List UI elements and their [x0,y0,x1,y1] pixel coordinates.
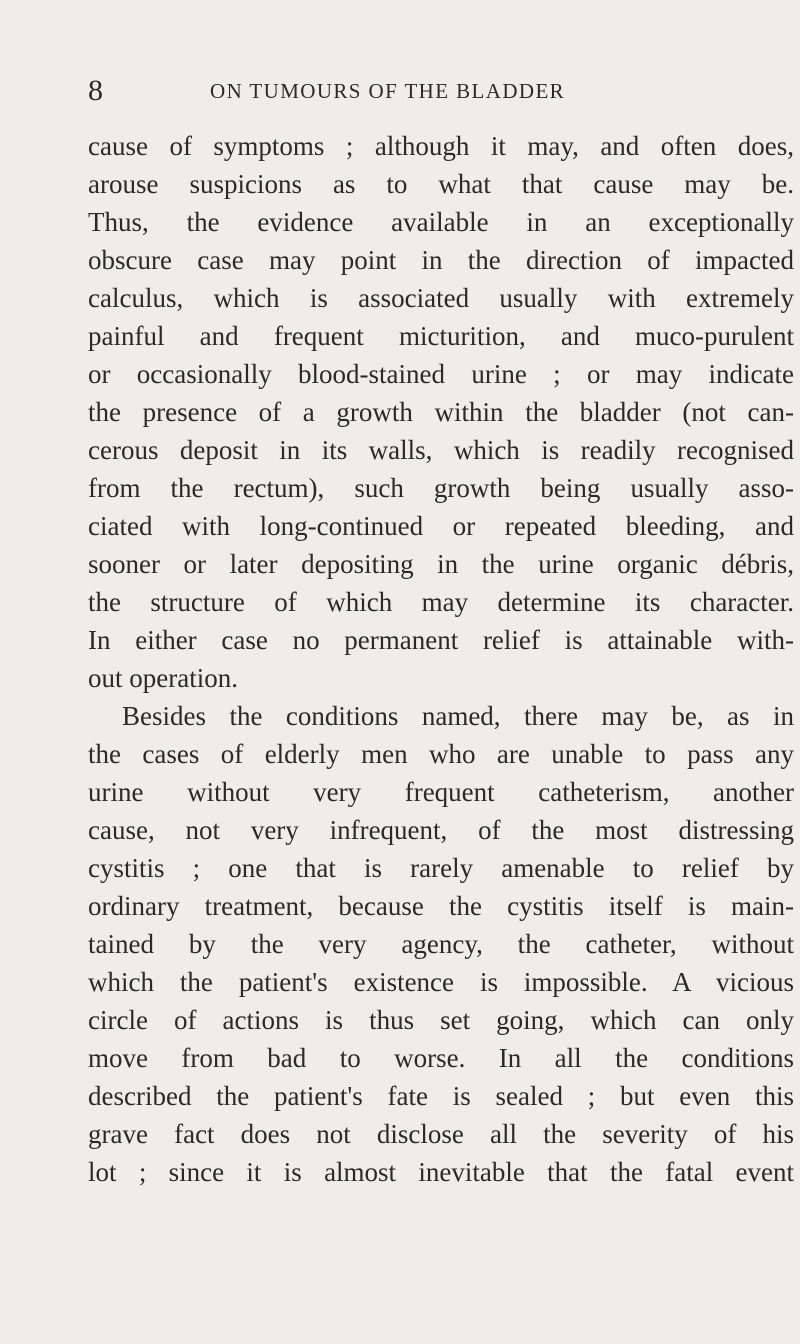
text-line: cause, not very infrequent, of the most distressing [88,815,794,845]
text-line: out operation. [88,663,238,693]
text-line: Thus, the evidence available in an exceptionally [88,207,794,237]
text-line: tained by the very agency, the catheter, without [88,929,794,959]
text-line: cerous deposit in its walls, which is readily recognised [88,435,794,465]
text-line: ordinary treatment, because the cystitis itself is main- [88,891,794,921]
text-line: described the patient's fate is sealed ; but even this [88,1081,794,1111]
text-line: calculus, which is associated usually with extremely [88,283,794,313]
text-line: move from bad to worse. In all the conditions [88,1043,794,1073]
paragraph-2 [88,697,794,1191]
text-line: urine without very frequent catheterism, another [88,777,794,807]
text-line: In either case no permanent relief is attainable with- [88,625,794,655]
text-line: cystitis ; one that is rarely amenable to relief by [88,853,794,883]
text-line: grave fact does not disclose all the severity of his [88,1119,794,1149]
text-line: or occasionally blood-stained urine ; or may indicate [88,359,794,389]
text-line: arouse suspicions as to what that cause may be. [88,169,794,199]
text-line: ciated with long-continued or repeated bleeding, and [88,511,794,541]
text-line: Besides the conditions named, there may be, as in [122,701,794,731]
text-line: lot ; since it is almost inevitable that the fatal event [88,1157,794,1187]
text-line: the cases of elderly men who are unable to pass any [88,739,794,769]
running-head [88,74,794,108]
paragraph-1 [88,127,794,697]
running-title: ON TUMOURS OF THE BLADDER [210,79,566,103]
text-line: painful and frequent micturition, and muco-purulent [88,321,794,351]
text-line: the presence of a growth within the bladder (not can- [88,397,794,427]
text-line: cause of symptoms ; although it may, and often does, [88,131,794,161]
page-number: 8 [88,74,103,107]
body-text [88,127,794,1191]
text-line: sooner or later depositing in the urine organic débris, [88,549,794,579]
text-line: obscure case may point in the direction of impacted [88,245,794,275]
text-line: circle of actions is thus set going, which can only [88,1005,794,1035]
text-line: from the rectum), such growth being usually asso- [88,473,794,503]
text-line: which the patient's existence is impossible. A vicious [88,967,794,997]
text-line: the structure of which may determine its character. [88,587,794,617]
